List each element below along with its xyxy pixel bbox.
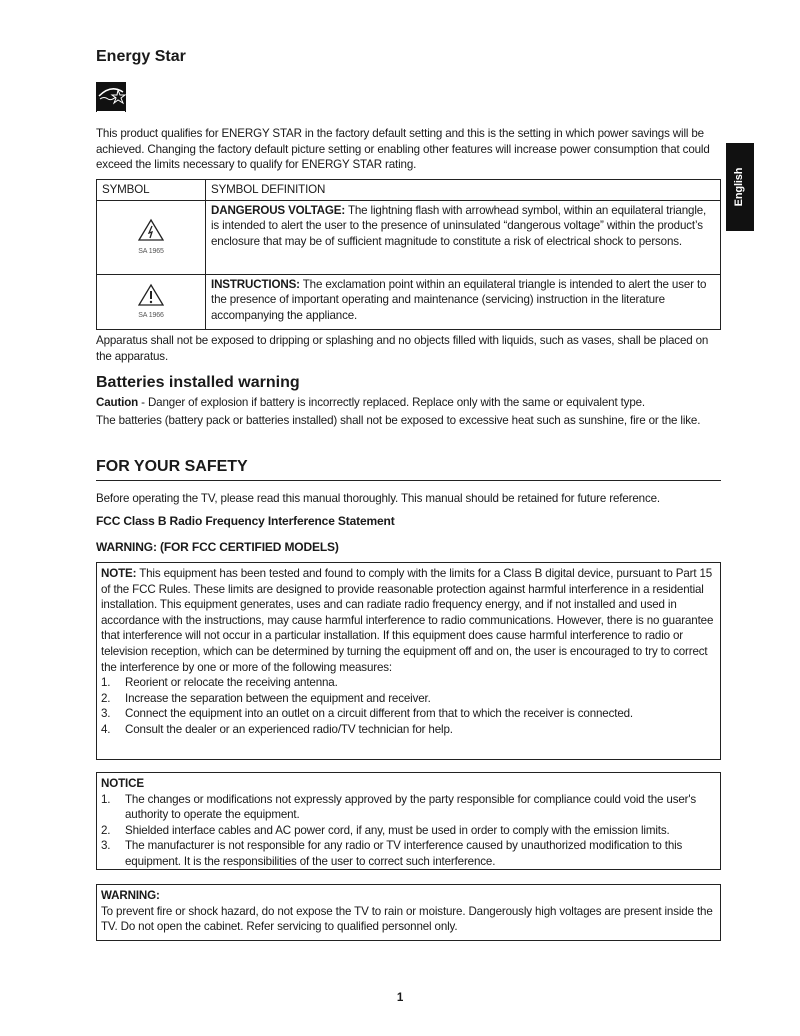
notice-list <box>101 792 716 870</box>
warning-label: WARNING: <box>101 889 160 902</box>
lightning-warning-triangle-icon <box>138 218 164 242</box>
list-item <box>101 792 716 823</box>
symbol-code: SA 1966 <box>138 312 164 320</box>
energy-star-heading: Energy Star <box>96 48 186 65</box>
symbol-cell <box>97 200 206 274</box>
caution-text: - Danger of explosion if battery is incorrectly replaced. Replace only with the same or equivalent type. <box>138 396 645 409</box>
definition-cell <box>206 274 721 329</box>
notice-label: NOTICE <box>101 777 144 790</box>
fcc-heading: FCC Class B Radio Frequency Interference Statement <box>96 514 395 528</box>
list-item <box>101 706 716 722</box>
notice-box <box>96 772 721 870</box>
list-item <box>101 823 716 839</box>
item-text: Reorient or relocate the receiving antenna. <box>125 676 338 690</box>
item-number: 1. <box>101 676 111 690</box>
note-text: This equipment has been tested and found to comply with the limits for a Class B digital device, pursuant to Part 15 of the FCC Rules. These limits are designed to provide reasonable protection against harmful interference in a residential installation. This equipment generates, uses and can radiate radio frequency energy, and if not installed and used in accordance with the instructions, may cause harmful interference to radio communications. However, there is no guarantee that interference will not occur in a particular installation. If this equipment does cause harmful interference to radio or television reception, which can be determined by turning the equipment off and on, the user is encouraged to try to correct the interference by one or more of the following measures: <box>101 567 714 674</box>
symbol-cell <box>97 274 206 329</box>
energy-star-logo <box>96 82 126 112</box>
definition-text: The lightning flash with arrowhead symbol, within an equilateral triangle, is intended to alert the user to the presence of uninsulated “dangerous voltage” within the product’s enclosure that may be of sufficient magnitude to constitute a risk of electrical shock to persons. <box>211 203 707 248</box>
page-number: 1 <box>396 991 404 1004</box>
item-text: The changes or modifications not expressly approved by the party responsible for compliance could void the user's authority to operate the equipment. <box>125 792 697 822</box>
caution-paragraph <box>96 395 721 411</box>
note-label: NOTE: <box>101 567 137 580</box>
list-item <box>101 691 716 707</box>
language-tab-label: English <box>733 167 746 207</box>
note-paragraph <box>101 566 716 675</box>
item-number: 4. <box>101 722 111 736</box>
caution-label: Caution <box>96 396 139 409</box>
list-item <box>101 838 716 869</box>
warning-text: To prevent fire or shock hazard, do not expose the TV to rain or moisture. Dangerously high voltages are present inside the TV. Do not open the cabinet. Refer servicing to qualified personnel only. <box>101 904 713 934</box>
item-text: Increase the separation between the equipment and receiver. <box>125 691 431 705</box>
definition-title: INSTRUCTIONS: <box>211 277 300 291</box>
energy-star-paragraph: This product qualifies for ENERGY STAR in the factory default setting and this is the setting in which power savings will be achieved. Changing the factory default picture setting or enabling other features will increase power consumption that could exceed the limits necessary to qualify for ENERGY STAR rating. <box>96 127 710 172</box>
definition-title: DANGEROUS VOLTAGE: <box>211 203 346 217</box>
header-definition: SYMBOL DEFINITION <box>206 180 721 201</box>
safety-intro: Before operating the TV, please read this manual thoroughly. This manual should be retained for future reference. <box>96 492 660 505</box>
symbol-code: SA 1965 <box>138 247 164 255</box>
exclamation-warning-triangle-icon <box>138 283 164 307</box>
definition-cell <box>206 200 721 274</box>
safety-heading: FOR YOUR SAFETY <box>96 457 721 481</box>
apparatus-paragraph: Apparatus shall not be exposed to dripping or splashing and no objects filled with liquids, such as vases, shall be placed on the apparatus. <box>96 334 709 363</box>
list-item <box>101 675 716 691</box>
language-tab <box>726 143 754 231</box>
item-text: Shielded interface cables and AC power cord, if any, must be used in order to comply with the emission limits. <box>125 823 670 837</box>
batteries-paragraph: The batteries (battery pack or batteries installed) shall not be exposed to excessive heat such as sunshine, fire or the like. <box>96 414 701 427</box>
item-text: Consult the dealer or an experienced radio/TV technician for help. <box>125 722 453 736</box>
warning-box <box>96 884 721 941</box>
item-text: The manufacturer is not responsible for any radio or TV interference caused by unauthorized modification to this equipment. It is the responsibilities of the user to correct such interference. <box>125 839 683 868</box>
definition-text: The exclamation point within an equilateral triangle is intended to alert the user to the presence of important operating and maintenance (servicing) instruction in the literature accompanying the appliance. <box>211 277 707 322</box>
symbol-table <box>96 179 721 330</box>
header-symbol: SYMBOL <box>97 180 206 201</box>
batteries-heading: Batteries installed warning <box>96 374 300 391</box>
energy-star-logo-icon <box>96 82 126 106</box>
list-item <box>101 722 716 738</box>
note-box <box>96 562 721 760</box>
item-number: 2. <box>101 691 111 705</box>
item-number: 3. <box>101 707 111 721</box>
warning-models-heading: WARNING: (FOR FCC CERTIFIED MODELS) <box>96 540 339 554</box>
item-text: Connect the equipment into an outlet on a circuit different from that to which the receiver is connected. <box>125 707 633 721</box>
item-number: 2. <box>101 823 111 837</box>
item-number: 1. <box>101 792 111 806</box>
note-list <box>101 675 716 737</box>
item-number: 3. <box>101 839 111 853</box>
